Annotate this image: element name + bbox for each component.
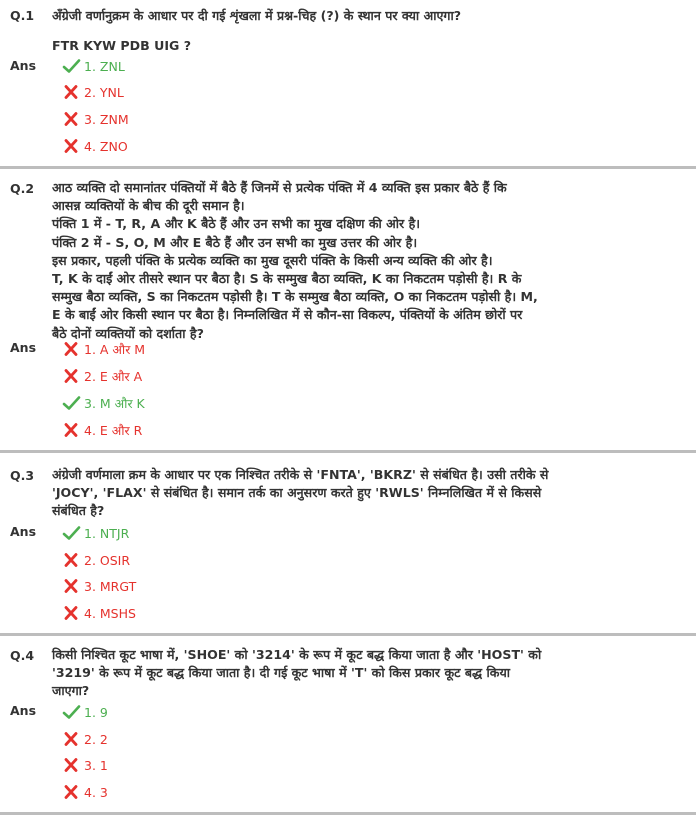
option-label: 1. A और M [84, 341, 146, 357]
option-3 [62, 110, 129, 128]
answer-label: Ans [10, 524, 37, 539]
option-3 [62, 394, 145, 412]
cross-icon [62, 578, 82, 594]
option-2 [62, 83, 124, 101]
question-text-line: आठ व्यक्ति दो समानांतर पंक्तियों में बैठे हैं जिनमें से प्रत्येक पंक्ति में 4 व्यक्ति इस प्रकार बैठे हैं कि [52, 180, 507, 195]
cross-icon [62, 84, 82, 100]
question-text-line [52, 25, 642, 37]
question-number: Q.4 [10, 648, 35, 663]
option-label: 3. ZNM [84, 111, 129, 127]
cross-icon [62, 552, 82, 568]
question-text-line: किसी निश्चित कूट भाषा में, 'SHOE' को '3214' के रूप में कूट बद्ध किया जाता है और 'HOST' को [52, 647, 542, 662]
option-label: 4. E और R [84, 422, 143, 438]
option-2 [62, 367, 142, 385]
question-text [52, 466, 642, 521]
option-label: 3. 1 [84, 757, 108, 773]
option-4 [62, 421, 142, 439]
option-3 [62, 756, 108, 774]
question-text-line: इस प्रकार, पहली पंक्ति के प्रत्येक व्यक्ति का मुख दूसरी पंक्ति के किसी अन्य व्यक्ति की ओर है। [52, 252, 493, 268]
cross-icon [62, 757, 82, 773]
check-icon [62, 704, 82, 720]
cross-icon [62, 605, 82, 621]
option-label: 2. YNL [84, 84, 124, 100]
question-text-line: अंग्रेजी वर्णमाला क्रम के आधार पर एक निश्चित तरीके से 'FNTA', 'BKRZ' से संबंधित है। उसी तरीके से [52, 467, 549, 482]
option-4 [62, 137, 128, 155]
question-text-line: अँग्रेजी वर्णानुक्रम के आधार पर दी गई शृंखला में प्रश्न-चिह (?) के स्थान पर क्या आएगा? [52, 8, 462, 23]
question-text-line: T, K के दाईं ओर तीसरे स्थान पर बैठा है। S के सम्मुख बैठा व्यक्ति, K का निकटतम पड़ोसी है। R के [52, 271, 522, 287]
option-2 [62, 730, 108, 748]
question-text [52, 7, 642, 55]
option-1 [62, 57, 125, 75]
option-1 [62, 524, 129, 542]
question-number: Q.3 [10, 468, 35, 483]
question-text-line: सम्मुख बैठा व्यक्ति, S का निकटतम पड़ोसी है। T के सम्मुख बैठा व्यक्ति, O का निकटतम पड़ोसी है। M, [52, 289, 538, 305]
cross-icon [62, 731, 82, 747]
cross-icon [62, 138, 82, 154]
question-text-line: बैठे दोनों व्यक्तियों को दर्शाता है? [52, 325, 204, 341]
question-text-line: FTR KYW PDB UIG ? [52, 38, 192, 54]
question-text-line: संबंधित है? [52, 503, 105, 519]
check-icon [62, 395, 82, 411]
option-4 [62, 783, 108, 801]
option-1 [62, 340, 145, 358]
divider [0, 633, 696, 636]
question-text-line: आसन्न व्यक्तियों के बीच की दूरी समान है। [52, 198, 245, 214]
question-text-line: E के बाईं ओर किसी स्थान पर बैठा है। निम्नलिखित में से कौन-सा विकल्प, पंक्तियों के अंतिम छोरों पर [52, 307, 523, 323]
check-icon [62, 58, 82, 74]
option-label: 2. OSIR [84, 552, 131, 568]
question-text-line: 'JOCY', 'FLAX' से संबंधित है। समान तर्क का अनुसरण करते हुए 'RWLS' निम्नलिखित में से किससे [52, 485, 542, 501]
option-label: 3. MRGT [84, 578, 137, 594]
question-text-line: पंक्ति 2 में - S, O, M और E बैठे हैं और उन सभी का मुख उत्तर की ओर है। [52, 234, 418, 250]
answer-label: Ans [10, 703, 37, 718]
cross-icon [62, 341, 82, 357]
option-label: 4. MSHS [84, 605, 136, 621]
divider [0, 166, 696, 169]
question-text-line: '3219' के रूप में कूट बद्ध किया जाता है। दी गई कूट भाषा में 'T' को किस प्रकार कूट बद्ध किया [52, 665, 511, 681]
option-label: 4. 3 [84, 784, 108, 800]
question-number: Q.2 [10, 181, 35, 196]
option-label: 2. 2 [84, 731, 108, 747]
cross-icon [62, 784, 82, 800]
option-label: 1. 9 [84, 704, 108, 720]
divider [0, 812, 696, 815]
option-label: 3. M और K [84, 395, 145, 411]
cross-icon [62, 422, 82, 438]
question-text [52, 179, 642, 343]
divider [0, 450, 696, 453]
option-label: 2. E और A [84, 368, 143, 384]
option-4 [62, 604, 136, 622]
question-text-line: जाएगा? [52, 683, 90, 699]
option-3 [62, 577, 136, 595]
option-2 [62, 551, 130, 569]
answer-label: Ans [10, 340, 37, 355]
cross-icon [62, 368, 82, 384]
question-text-line: पंक्ति 1 में - T, R, A और K बैठे हैं और उन सभी का मुख दक्षिण की ओर है। [52, 216, 421, 232]
cross-icon [62, 111, 82, 127]
question-text [52, 646, 642, 701]
option-label: 4. ZNO [84, 138, 128, 154]
option-label: 1. NTJR [84, 525, 130, 541]
option-label: 1. ZNL [84, 58, 125, 74]
answer-label: Ans [10, 58, 37, 73]
option-1 [62, 703, 108, 721]
question-number: Q.1 [10, 8, 35, 23]
check-icon [62, 525, 82, 541]
